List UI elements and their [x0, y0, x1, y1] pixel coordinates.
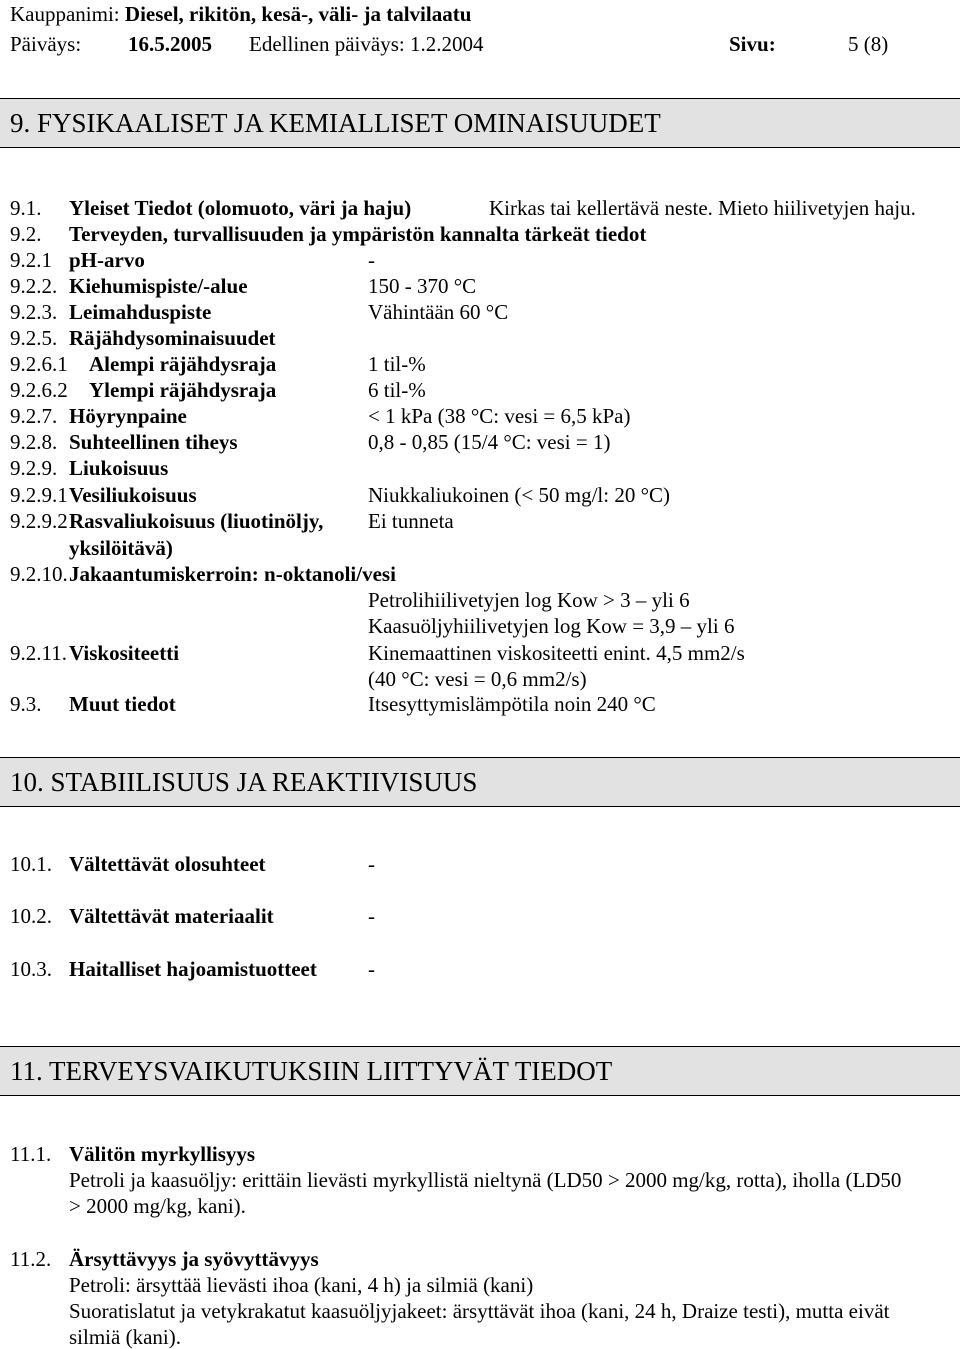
header-line1: [10, 2, 471, 26]
row-9-2-8-label: Suhteellinen tiheys: [69, 430, 238, 454]
row-9-2-6-1-value: 1 til-%: [368, 352, 426, 376]
section-11-title: 11. TERVEYSVAIKUTUKSIIN LIITTYVÄT TIEDOT: [10, 1056, 613, 1086]
row-9-2-6-2-num: 9.2.6.2: [10, 378, 68, 402]
page-label: Sivu:: [729, 32, 776, 56]
row-9-2-5-num: 9.2.5.: [10, 326, 58, 350]
row-9-2-1-value: -: [368, 248, 375, 272]
row-9-1-value: Kirkas tai kellertävä neste. Mieto hiilivetyjen haju.: [489, 196, 916, 220]
item-11-2-line-3: silmiä (kani).: [69, 1325, 181, 1349]
row-9-2-6-1-num: 9.2.6.1: [10, 352, 68, 376]
row-9-2-9-2-num: 9.2.9.2: [10, 509, 68, 533]
section-9-title: 9. FYSIKAALISET JA KEMIALLISET OMINAISUUDET: [10, 108, 661, 138]
row-9-2-9-2-value: Ei tunneta: [368, 509, 454, 533]
row-10-2-num: 10.2.: [10, 904, 52, 928]
row-9-2-label: Terveyden, turvallisuuden ja ympäristön kannalta tärkeät tiedot: [69, 222, 647, 246]
row-10-3-value: -: [368, 957, 375, 981]
date-value: 16.5.2005: [128, 32, 212, 56]
row-10-2-value: -: [368, 904, 375, 928]
row-9-2-1-label: pH-arvo: [69, 248, 145, 272]
row-9-2-2-label: Kiehumispiste/-alue: [69, 274, 248, 298]
row-9-1-num: 9.1.: [10, 196, 42, 220]
section-10-title: 10. STABIILISUUS JA REAKTIIVISUUS: [10, 767, 478, 797]
row-9-2-9-1-value: Niukkaliukoinen (< 50 mg/l: 20 °C): [368, 483, 670, 507]
row-9-2-5-label: Räjähdysominaisuudet: [69, 326, 276, 350]
date-label: Päiväys:: [10, 32, 82, 56]
row-10-1-label: Vältettävät olosuhteet: [69, 852, 266, 876]
row-9-2-2-value: 150 - 370 °C: [368, 274, 477, 298]
row-9-3-num: 9.3.: [10, 692, 42, 716]
item-11-2-line-1: Petroli: ärsyttää lievästi ihoa (kani, 4 h) ja silmiä (kani): [69, 1273, 534, 1297]
item-11-1-line-2: > 2000 mg/kg, kani).: [69, 1194, 246, 1218]
row-9-2-10-label: Jakaantumiskerroin: n-oktanoli/vesi: [69, 562, 396, 586]
previous-date: Edellinen päiväys: 1.2.2004: [249, 32, 484, 56]
row-9-2-9-2-label-cont: yksilöitävä): [69, 536, 173, 560]
section-11-heading-bar: [0, 1046, 960, 1096]
row-9-2-num: 9.2.: [10, 222, 42, 246]
row-9-2-6-2-label: Ylempi räjähdysraja: [89, 378, 277, 402]
row-9-2-10-value-2: Kaasuöljyhiilivetyjen log Kow = 3,9 – yli 6: [368, 614, 735, 638]
row-9-2-9-num: 9.2.9.: [10, 456, 58, 480]
row-9-2-11-value-1: Kinemaattinen viskositeetti enint. 4,5 mm2/s: [368, 641, 745, 665]
row-9-2-10-value-1: Petrolihiilivetyjen log Kow > 3 – yli 6: [368, 588, 690, 612]
section-10-heading-bar: [0, 757, 960, 807]
page-number: 5 (8): [848, 32, 889, 56]
row-9-2-9-1-label: Vesiliukoisuus: [69, 483, 197, 507]
item-11-1-heading: Välitön myrkyllisyys: [69, 1142, 256, 1166]
item-11-1-num: 11.1.: [10, 1142, 52, 1166]
row-9-2-9-1-num: 9.2.9.1: [10, 483, 68, 507]
trade-name-label: Kauppanimi:: [10, 2, 120, 26]
row-9-2-8-value: 0,8 - 0,85 (15/4 °C: vesi = 1): [368, 430, 611, 454]
item-11-2-heading: Ärsyttävyys ja syövyttävyys: [69, 1247, 319, 1271]
row-9-2-7-label: Höyrynpaine: [69, 404, 187, 428]
row-9-2-11-label: Viskositeetti: [69, 641, 180, 665]
row-9-3-label: Muut tiedot: [69, 692, 176, 716]
row-10-2-label: Vältettävät materiaalit: [69, 904, 274, 928]
row-9-2-3-value: Vähintään 60 °C: [368, 300, 509, 324]
row-9-2-8-num: 9.2.8.: [10, 430, 58, 454]
row-9-2-6-2-value: 6 til-%: [368, 378, 426, 402]
row-9-2-11-num: 9.2.11.: [10, 641, 67, 665]
row-9-1-label: Yleiset Tiedot (olomuoto, väri ja haju): [69, 196, 412, 220]
row-9-2-9-2-label: Rasvaliukoisuus (liuotinöljy,: [69, 509, 324, 533]
row-9-2-2-num: 9.2.2.: [10, 274, 58, 298]
row-9-2-7-value: < 1 kPa (38 °C: vesi = 6,5 kPa): [368, 404, 631, 428]
trade-name-value: Diesel, rikitön, kesä-, väli- ja talvilaatu: [124, 2, 472, 26]
row-9-2-11-value-2: (40 °C: vesi = 0,6 mm2/s): [368, 667, 587, 691]
row-9-2-6-1-label: Alempi räjähdysraja: [89, 352, 277, 376]
item-11-2-line-2: Suoratislatut ja vetykrakatut kaasuöljyjakeet: ärsyttävät ihoa (kani, 24 h, Draize testi), mutta eivät: [69, 1299, 890, 1323]
row-9-2-3-label: Leimahduspiste: [69, 300, 212, 324]
row-9-3-value: Itsesyttymislämpötila noin 240 °C: [368, 692, 656, 716]
row-10-1-num: 10.1.: [10, 852, 52, 876]
item-11-1-line-1: Petroli ja kaasuöljy: erittäin lievästi myrkyllistä nieltynä (LD50 > 2000 mg/kg, rotta), iholla (LD50: [69, 1168, 902, 1192]
item-11-2-num: 11.2.: [10, 1247, 52, 1271]
row-10-1-value: -: [368, 852, 375, 876]
row-9-2-10-num: 9.2.10.: [10, 562, 68, 586]
row-9-2-1-num: 9.2.1: [10, 248, 52, 272]
row-10-3-num: 10.3.: [10, 957, 52, 981]
row-9-2-9-label: Liukoisuus: [69, 456, 169, 480]
section-9-heading-bar: [0, 98, 960, 148]
row-9-2-7-num: 9.2.7.: [10, 404, 58, 428]
row-10-3-label: Haitalliset hajoamistuotteet: [69, 957, 317, 981]
row-9-2-3-num: 9.2.3.: [10, 300, 58, 324]
